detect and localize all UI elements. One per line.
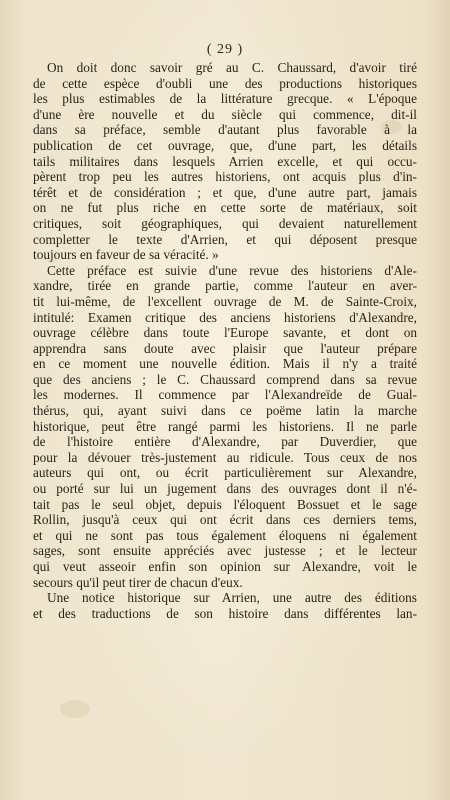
- text-line: térêt et de considération ; et que, d'une autre part, jamais: [33, 184, 417, 200]
- text-line: tait pas le seul objet, depuis l'éloquent Bossuet et le sage: [33, 496, 417, 512]
- text-line: Cette préface est suivie d'une revue des historiens d'Ale-: [47, 262, 417, 278]
- text-line: pour la dévouer très-justement au ridicule. Tous ceux de nos: [33, 449, 417, 465]
- text-line: ou porté sur lui un jugement dans des ouvrages dont il n'é-: [33, 481, 417, 497]
- text-line: et qui ne sont pas tous également éloquens ni également: [33, 527, 417, 543]
- text-line: qui veut asseoir enfin son opinion sur Alexandre, voit le: [33, 559, 417, 574]
- text-line: thérus, qui, ayant suivi dans ce poëme latin la marche: [33, 403, 417, 419]
- text-line: Une notice historique sur Arrien, une autre des éditions: [47, 590, 417, 606]
- text-line: intitulé: Examen critique des anciens historiens d'Alexandre,: [33, 309, 417, 325]
- text-line: sages, sont ensuite appréciés avec justesse ; et le lecteur: [33, 543, 417, 559]
- body-text: [33, 60, 417, 621]
- text-line: et des traductions de son histoire dans différentes lan-: [33, 605, 417, 621]
- text-line: completter le texte d'Arrien, et qui déposent presque: [33, 231, 417, 247]
- paper-stain: [60, 700, 90, 718]
- text-line: d'une ère nouvelle et du siècle qui commence, dit-il: [33, 106, 417, 122]
- text-line: auteurs qui ont, ou écrit particulièrement sur Alexandre,: [33, 465, 417, 481]
- text-line: on ne fut plus riche en cette sorte de matériaux, soit: [33, 200, 417, 216]
- text-line: secours qu'il peut tirer de chacun d'eux.: [33, 574, 243, 590]
- text-line: pèrent trop peu les autres historiens, ont acquis plus d'in-: [33, 169, 417, 185]
- text-line: Rollin, jusqu'à ceux qui ont écrit dans ces derniers tems,: [33, 512, 417, 528]
- text-line: ouvrage célèbre dans toute l'Europe savante, et dont on: [33, 325, 417, 341]
- text-line: dans sa préface, semble d'autant plus favorable à la: [33, 122, 417, 138]
- text-line: tit lui-même, de l'excellent ouvrage de M. de Sainte-Croix,: [33, 293, 417, 309]
- text-line: les modernes. Il commence par l'Alexandreïde de Gual-: [33, 387, 417, 403]
- text-line: On doit donc savoir gré au C. Chaussard, d'avoir tiré: [47, 60, 417, 75]
- text-line: critiques, soit géographiques, qui devaient naturellement: [33, 215, 417, 231]
- text-line: les plus estimables de la littérature grecque. « L'époque: [33, 91, 417, 107]
- text-line: tails militaires dans lesquels Arrien excelle, et qui occu-: [33, 153, 417, 169]
- page-number: ( 29 ): [206, 42, 244, 57]
- text-line: xandre, tirée en grande partie, comme l'auteur en aver-: [33, 278, 417, 294]
- text-line: apprendra sans doute avec plaisir que l'auteur prépare: [33, 340, 417, 356]
- text-line: que des anciens ; le C. Chaussard comprend dans sa revue: [33, 371, 417, 387]
- text-line: de cette espèce d'oubli une des productions historiques: [33, 75, 417, 91]
- text-line: toujours en faveur de sa véracité. »: [33, 247, 219, 263]
- text-line: publication de cet ouvrage, que, d'une part, les détails: [33, 137, 417, 153]
- text-line: en ce moment une nouvelle édition. Mais il n'y a traité: [33, 356, 417, 372]
- text-line: historique, peut être rangé parmi les historiens. Il ne parle: [33, 418, 417, 434]
- text-line: de l'histoire entière d'Alexandre, par Duverdier, que: [33, 434, 417, 450]
